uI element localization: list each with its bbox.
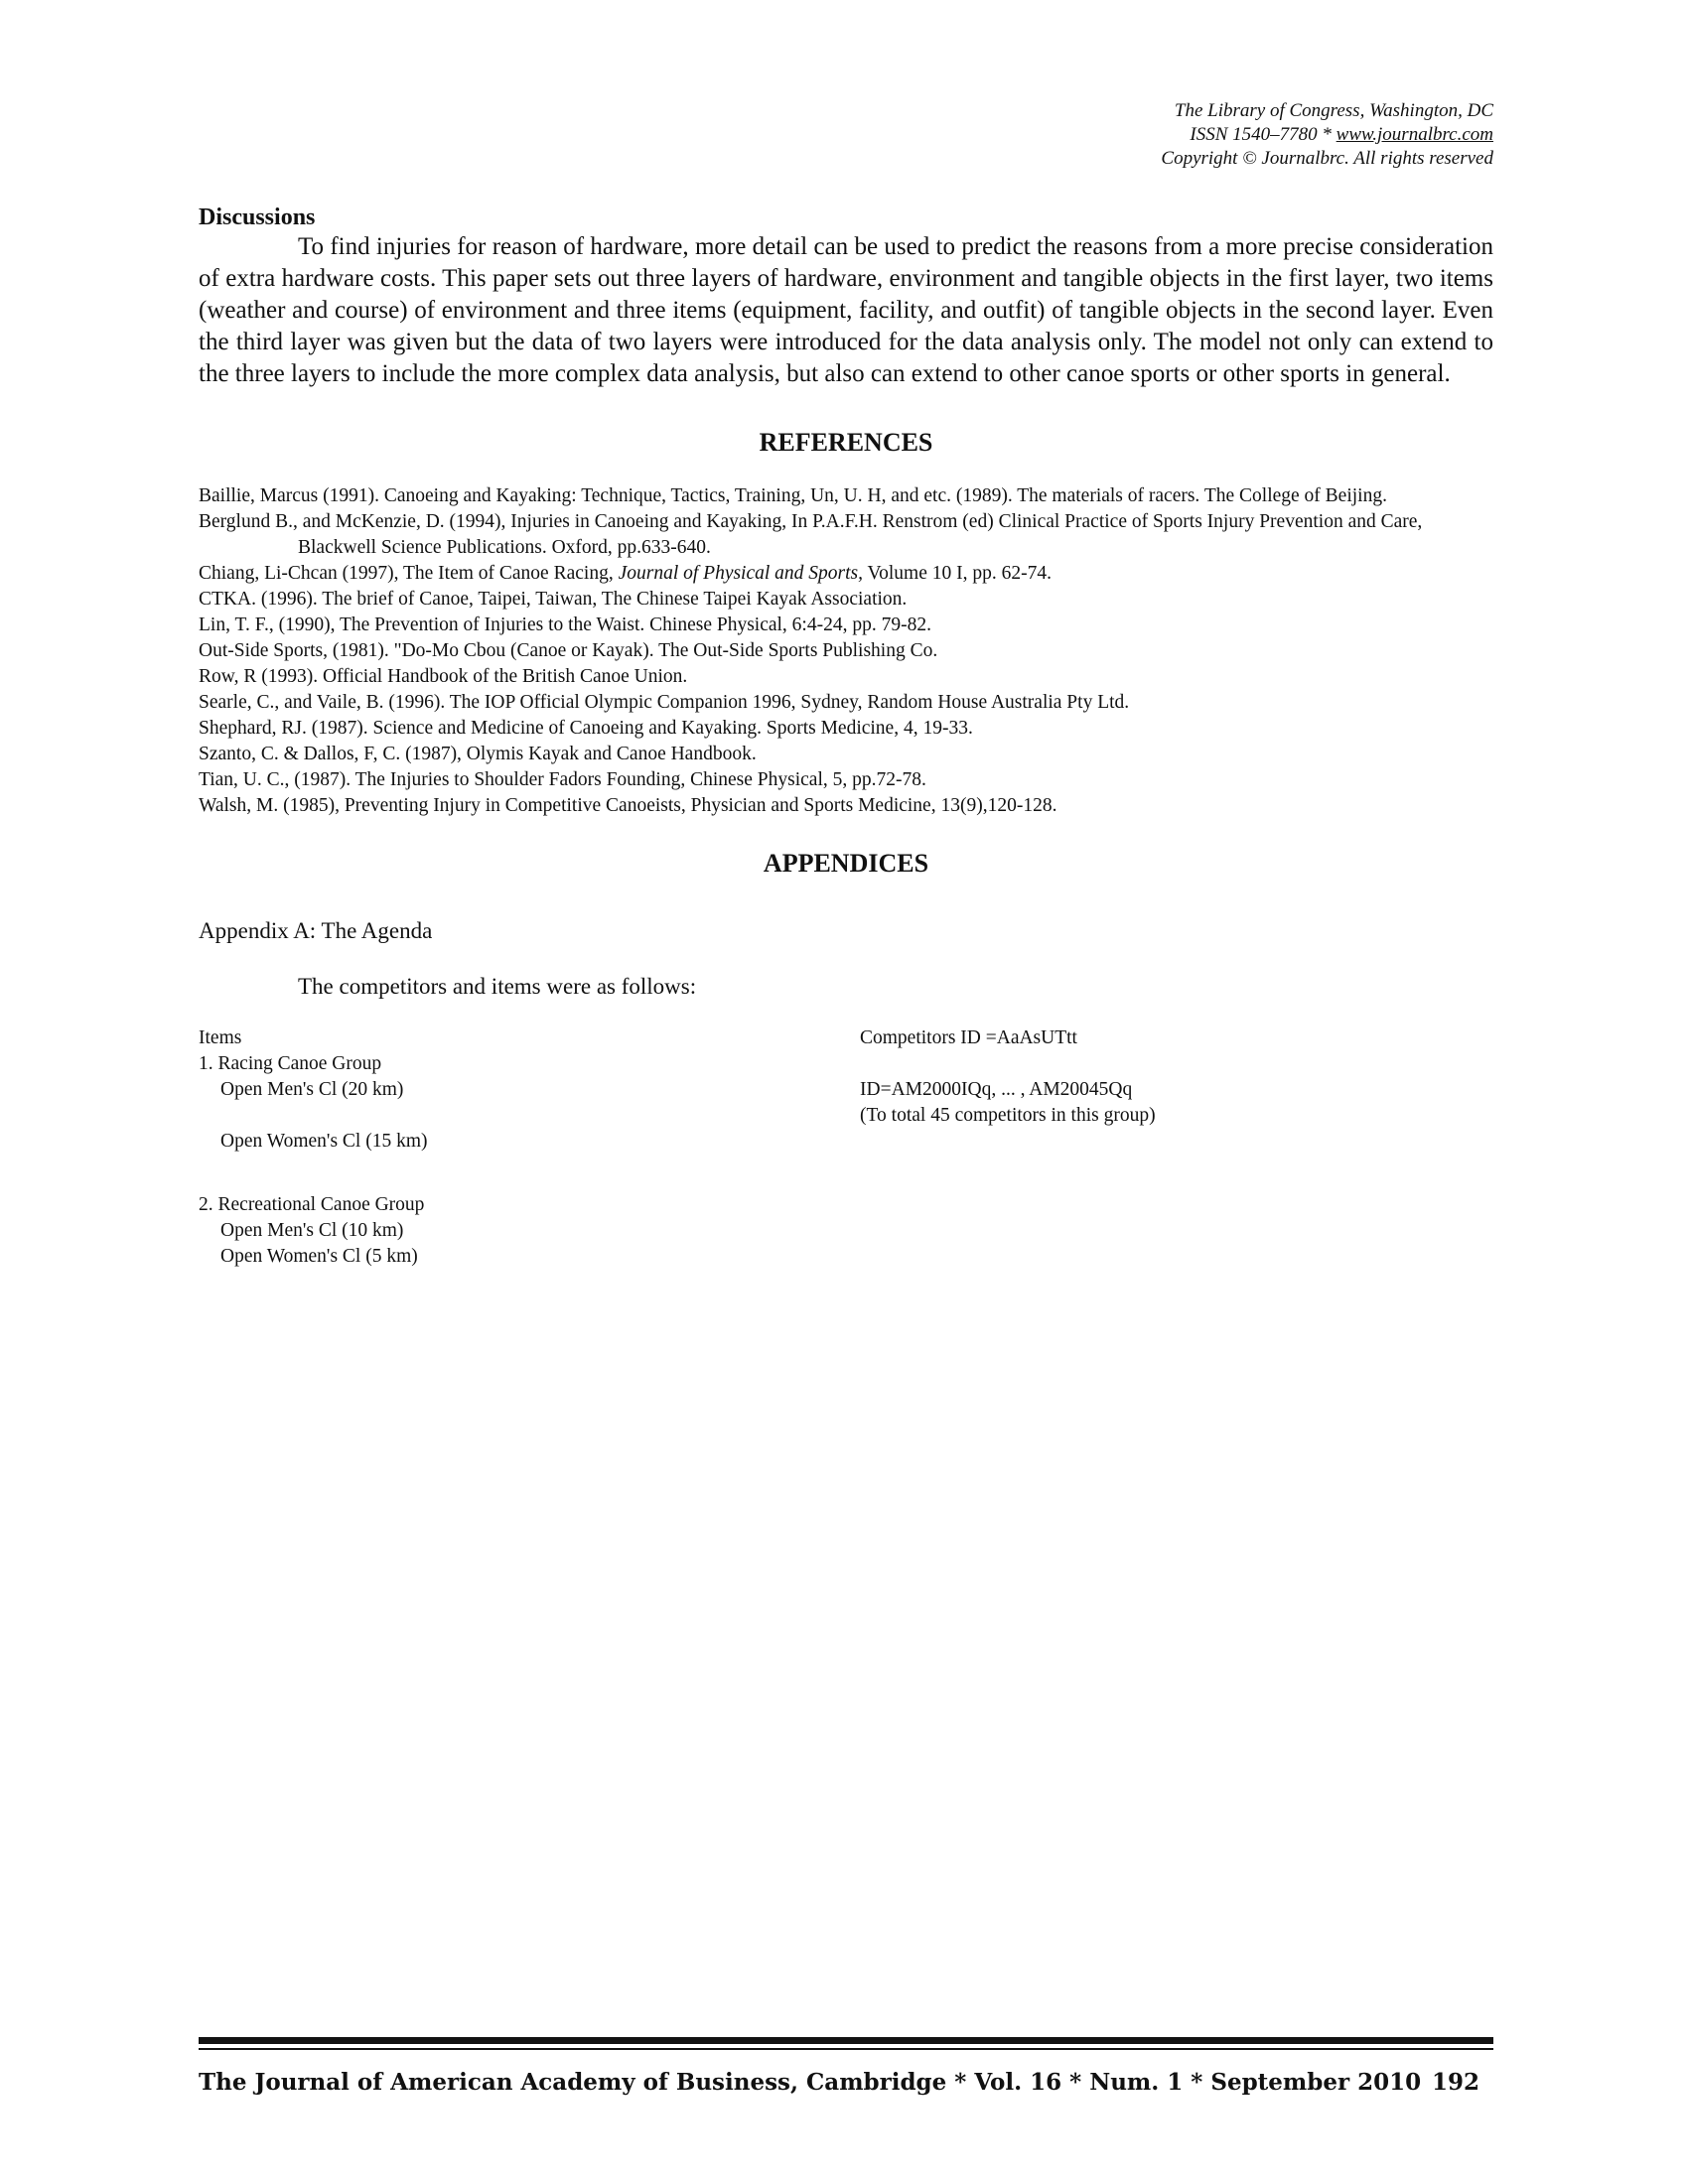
racing-women-item: Open Women's Cl (15 km) [220,1131,428,1152]
running-footer [199,2069,1479,2096]
references-heading: REFERENCES [759,428,933,457]
reference-item: Tian, U. C., (1987). The Injuries to Shoulder Fadors Founding, Chinese Physical, 5, pp.72-78. [199,769,926,790]
items-header: Items [199,1027,242,1048]
reference-item: Walsh, M. (1985), Preventing Injury in Competitive Canoeists, Physician and Sports Medicine, 13(9),120-128. [199,795,1057,816]
competitors-column [860,1025,1495,1129]
racing-men-item: Open Men's Cl (20 km) [220,1079,404,1100]
page-content [199,204,1493,1284]
items-column [199,1025,834,1270]
reference-item: Baillie, Marcus (1991). Canoeing and Kayaking: Technique, Tactics, Training, Un, U. H, and etc. (1989). The materials of racers. The College of Beijing. [199,485,1387,506]
reference-item: Berglund B., and McKenzie, D. (1994), Injuries in Canoeing and Kayaking, In P.A.F.H. Renstrom (ed) Clinical Practice of Sports Injury Prevention and Care, Blackwell Science Publications. Oxford, pp.633-640. [199,511,1423,558]
header-library: The Library of Congress, Washington, DC [1174,100,1493,121]
header-issn [1161,123,1493,147]
page-number: 192 [1431,2069,1479,2096]
reference-item [199,561,1493,587]
discussions-text: To find injuries for reason of hardware, more detail can be used to predict the reasons from a more precise consideration of extra hardware costs. This paper sets out three layers of hardware, environment and tangible objects in the first layer, two items (weather and course) of environment and three items (equipment, facility, and outfit) of tangible objects in the second layer. Even the third layer was given but the data of two layers were introduced for the data analysis only. The model not only can extend to the three layers to include the more complex data analysis, but also can extend to other canoe sports or other sports in general. [199,233,1493,387]
journal-website-link[interactable]: www.journalbrc.com [1336,124,1493,145]
reference-item: Searle, C., and Vaile, B. (1996). The IOP Official Olympic Companion 1996, Sydney, Random House Australia Pty Ltd. [199,692,1130,713]
header-copyright: Copyright © Journalbrc. All rights reserved [1161,148,1493,169]
reference-item: Row, R (1993). Official Handbook of the British Canoe Union. [199,666,688,687]
group-recreational: 2. Recreational Canoe Group [199,1194,425,1215]
reference-chiang-journal: Journal of Physical and Sports, [618,563,864,584]
reference-item: Shephard, RJ. (1987). Science and Medicine of Canoeing and Kayaking. Sports Medicine, 4, 19-33. [199,718,973,739]
reference-chiang-rest: Volume 10 I, pp. 62-74. [863,563,1052,584]
reference-item: CTKA. (1996). The brief of Canoe, Taipei, Taiwan, The Chinese Taipei Kayak Association. [199,589,908,610]
footer-journal: The Journal of American Academy of Business, Cambridge * Vol. 16 * Num. 1 * September 2010 [199,2069,1422,2096]
reference-item: Szanto, C. & Dallos, F, C. (1987), Olymis Kayak and Canoe Handbook. [199,744,757,764]
header-issn-text: ISSN 1540–7780 * [1190,124,1336,145]
competitors-total: (To total 45 competitors in this group) [860,1105,1156,1126]
footer-rule-thick [199,2037,1493,2044]
discussions-paragraph [199,231,1493,390]
reference-chiang-text: Chiang, Li-Chcan (1997), The Item of Canoe Racing, [199,563,614,584]
references-list [199,483,1493,819]
appendix-intro: The competitors and items were as follows: [298,974,697,999]
running-header [1161,99,1493,171]
agenda-table [199,1025,1493,1284]
competitors-header: Competitors ID =AaAsUTtt [860,1027,1077,1048]
recreational-women-item: Open Women's Cl (5 km) [220,1246,418,1267]
competitors-ids: ID=AM2000IQq, ... , AM20045Qq [860,1079,1133,1100]
appendices-heading: APPENDICES [763,849,929,878]
reference-item: Lin, T. F., (1990), The Prevention of Injuries to the Waist. Chinese Physical, 6:4-24, pp. 79-82. [199,614,931,635]
discussions-heading: Discussions [199,205,316,230]
footer-rule-thin [199,2048,1493,2050]
appendix-a-title: Appendix A: The Agenda [199,918,433,943]
recreational-men-item: Open Men's Cl (10 km) [220,1220,404,1241]
group-racing: 1. Racing Canoe Group [199,1053,382,1074]
reference-item: Out-Side Sports, (1981). "Do-Mo Cbou (Canoe or Kayak). The Out-Side Sports Publishing Co. [199,640,938,661]
